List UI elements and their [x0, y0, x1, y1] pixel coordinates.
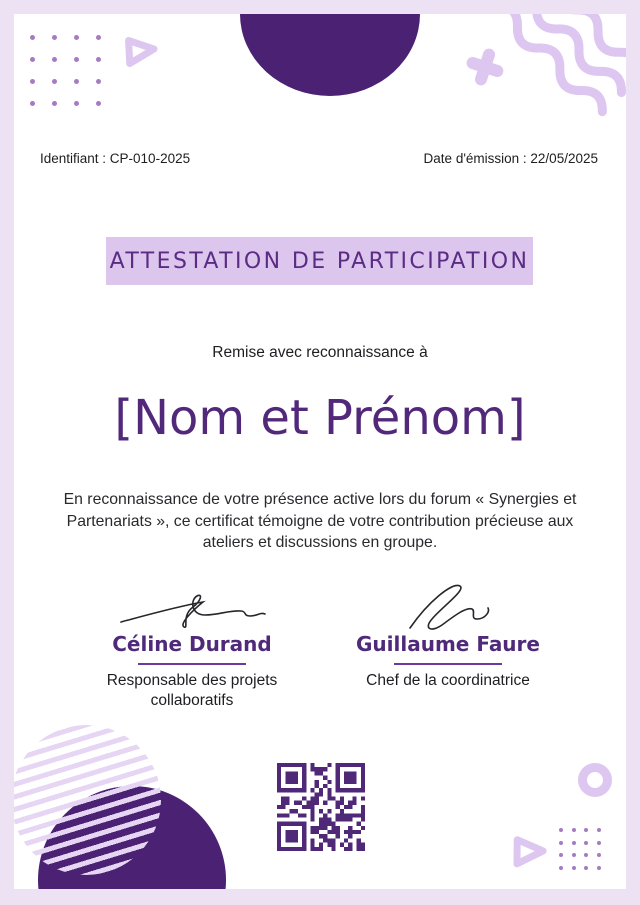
dot-grid-bottom-right-icon — [559, 828, 601, 870]
signature-block-right — [333, 580, 563, 711]
qr-code — [277, 763, 365, 851]
signatory-role: Responsable des projets collaboratifs — [106, 672, 278, 709]
signatures-row — [14, 580, 626, 711]
recipient-name: [Nom et Prénom] — [114, 390, 526, 446]
wavy-lines-icon — [506, 14, 626, 118]
title-banner — [106, 237, 533, 285]
triangle-outline-bottom-right-icon — [504, 827, 553, 872]
plus-cross-icon — [461, 43, 509, 91]
certificate-title: ATTESTATION DE PARTICIPATION — [109, 248, 530, 274]
signatory-name: Céline Durand — [112, 632, 272, 656]
body-text: En reconnaissance de votre présence active lors du forum « Synergies et Partenariats », ce certificat témoigne de votre contribution précieuse aux ateliers et discussions en groupe. — [63, 491, 577, 551]
triangle-outline-top-left-icon — [115, 27, 164, 73]
signatory-name: Guillaume Faure — [356, 632, 540, 656]
presented-line: Remise avec reconnaissance à — [212, 344, 428, 361]
meta-row — [40, 151, 598, 166]
certificate-card — [14, 14, 626, 889]
half-circle-top-icon — [240, 14, 420, 96]
striped-circle-icon — [14, 725, 161, 875]
signature-underline — [394, 663, 502, 665]
ring-icon — [578, 763, 612, 797]
signature-scribble-right-icon — [400, 580, 496, 630]
signature-scribble-left-icon — [117, 580, 267, 630]
signature-underline — [138, 663, 246, 665]
issue-date-label: Date d'émission : 22/05/2025 — [423, 151, 598, 166]
signature-block-left — [77, 580, 307, 711]
identifier-label: Identifiant : CP-010-2025 — [40, 151, 191, 166]
signatory-role: Chef de la coordinatrice — [366, 672, 530, 689]
dot-grid-top-left-icon — [30, 35, 101, 106]
